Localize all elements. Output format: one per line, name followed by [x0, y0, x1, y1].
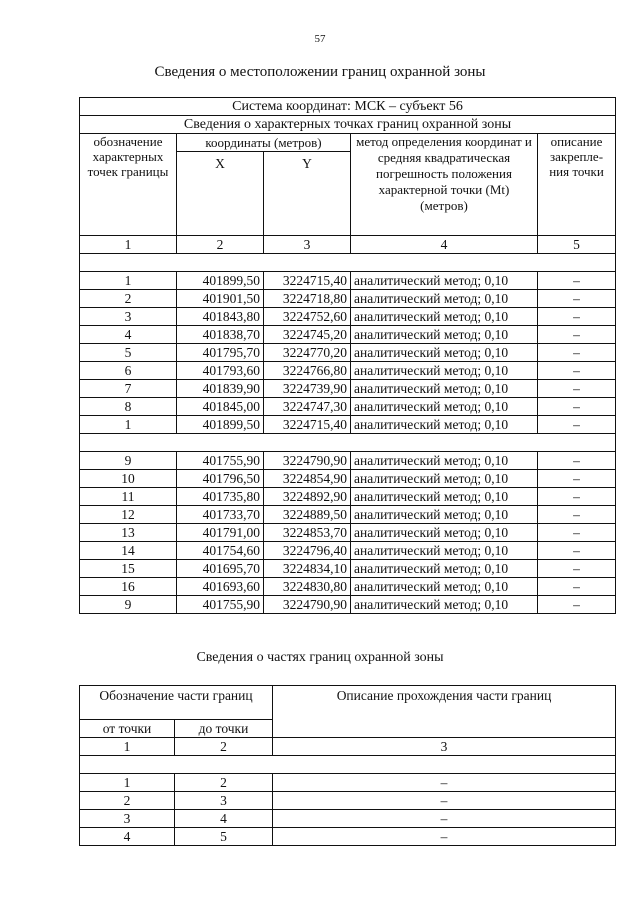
method-cell: аналитический метод; 0,10	[351, 290, 538, 308]
x-coordinate-cell: 401733,70	[177, 506, 264, 524]
table-row	[80, 524, 616, 542]
description-cell: –	[538, 380, 616, 398]
y-coordinate-cell: 3224834,10	[264, 560, 351, 578]
x-coordinate-cell: 401791,00	[177, 524, 264, 542]
y-coordinate-cell: 3224770,20	[264, 344, 351, 362]
table-row	[80, 792, 616, 810]
x-coordinate-cell: 401793,60	[177, 362, 264, 380]
method-cell: аналитический метод; 0,10	[351, 308, 538, 326]
table-subtitle-row	[80, 116, 616, 134]
table-row	[80, 380, 616, 398]
method-cell: аналитический метод; 0,10	[351, 542, 538, 560]
description-cell: –	[538, 524, 616, 542]
x-coordinate-cell: 401899,50	[177, 272, 264, 290]
table-row	[80, 290, 616, 308]
x-coordinate-cell: 401755,90	[177, 596, 264, 614]
table-row	[80, 596, 616, 614]
coordinate-system-row	[80, 98, 616, 116]
header-method: метод определения координат и средняя квадратическая погрешность положения характерной точки (Mt) (метров)	[351, 134, 538, 236]
point-number-cell: 1	[80, 416, 177, 434]
table-row	[80, 774, 616, 792]
table-row	[80, 362, 616, 380]
method-cell: аналитический метод; 0,10	[351, 344, 538, 362]
parts-header-from: от точки	[80, 720, 175, 738]
description-cell: –	[538, 578, 616, 596]
x-coordinate-cell: 401899,50	[177, 416, 264, 434]
method-cell: аналитический метод; 0,10	[351, 488, 538, 506]
part-description-cell: –	[273, 792, 616, 810]
point-number-cell: 15	[80, 560, 177, 578]
point-number-cell: 3	[80, 308, 177, 326]
table-row	[80, 810, 616, 828]
method-cell: аналитический метод; 0,10	[351, 326, 538, 344]
x-coordinate-cell: 401755,90	[177, 452, 264, 470]
description-cell: –	[538, 326, 616, 344]
boundary-parts-table	[79, 685, 616, 846]
from-point-cell: 1	[80, 774, 175, 792]
y-coordinate-cell: 3224715,40	[264, 272, 351, 290]
header-row-1	[80, 134, 616, 152]
table-row	[80, 828, 616, 846]
point-number-cell: 4	[80, 326, 177, 344]
column-number: 2	[177, 236, 264, 254]
column-number: 5	[538, 236, 616, 254]
x-coordinate-cell: 401845,00	[177, 398, 264, 416]
point-number-cell: 9	[80, 452, 177, 470]
description-cell: –	[538, 272, 616, 290]
coordinates-table	[79, 97, 616, 614]
method-cell: аналитический метод; 0,10	[351, 524, 538, 542]
table-row	[80, 398, 616, 416]
point-number-cell: 2	[80, 290, 177, 308]
description-cell: –	[538, 344, 616, 362]
x-coordinate-cell: 401901,50	[177, 290, 264, 308]
y-coordinate-cell: 3224747,30	[264, 398, 351, 416]
method-cell: аналитический метод; 0,10	[351, 398, 538, 416]
page-number: 57	[314, 33, 326, 45]
y-coordinate-cell: 3224830,80	[264, 578, 351, 596]
part-description-cell: –	[273, 774, 616, 792]
x-coordinate-cell: 401843,80	[177, 308, 264, 326]
point-number-cell: 12	[80, 506, 177, 524]
method-cell: аналитический метод; 0,10	[351, 380, 538, 398]
table-row	[80, 344, 616, 362]
description-cell: –	[538, 488, 616, 506]
header-y: Y	[264, 152, 351, 236]
method-cell: аналитический метод; 0,10	[351, 452, 538, 470]
description-cell: –	[538, 362, 616, 380]
header-coordinates: координаты (метров)	[177, 134, 351, 152]
description-cell: –	[538, 542, 616, 560]
point-number-cell: 11	[80, 488, 177, 506]
point-number-cell: 7	[80, 380, 177, 398]
part-description-cell: –	[273, 810, 616, 828]
table-row	[80, 452, 616, 470]
spacer-row	[80, 254, 616, 272]
y-coordinate-cell: 3224745,20	[264, 326, 351, 344]
table-row	[80, 560, 616, 578]
to-point-cell: 5	[175, 828, 273, 846]
y-coordinate-cell: 3224796,40	[264, 542, 351, 560]
header-designation: обозначение характерных точек границы	[80, 134, 177, 236]
point-number-cell: 14	[80, 542, 177, 560]
table-subtitle-cell: Сведения о характерных точках границ охранной зоны	[80, 116, 616, 134]
method-cell: аналитический метод; 0,10	[351, 578, 538, 596]
parts-column-numbers-row	[80, 738, 616, 756]
method-cell: аналитический метод; 0,10	[351, 416, 538, 434]
method-cell: аналитический метод; 0,10	[351, 362, 538, 380]
table-row	[80, 542, 616, 560]
description-cell: –	[538, 596, 616, 614]
column-number: 2	[175, 738, 273, 756]
x-coordinate-cell: 401695,70	[177, 560, 264, 578]
part-description-cell: –	[273, 828, 616, 846]
y-coordinate-cell: 3224790,90	[264, 596, 351, 614]
method-cell: аналитический метод; 0,10	[351, 506, 538, 524]
description-cell: –	[538, 470, 616, 488]
description-cell: –	[538, 560, 616, 578]
spacer-row	[80, 434, 616, 452]
point-number-cell: 10	[80, 470, 177, 488]
spacer-cell	[80, 254, 616, 272]
point-number-cell: 16	[80, 578, 177, 596]
header-x: X	[177, 152, 264, 236]
x-coordinate-cell: 401795,70	[177, 344, 264, 362]
x-coordinate-cell: 401754,60	[177, 542, 264, 560]
method-cell: аналитический метод; 0,10	[351, 560, 538, 578]
x-coordinate-cell: 401693,60	[177, 578, 264, 596]
y-coordinate-cell: 3224715,40	[264, 416, 351, 434]
parts-header-designation: Обозначение части границ	[80, 686, 273, 720]
point-number-cell: 8	[80, 398, 177, 416]
x-coordinate-cell: 401735,80	[177, 488, 264, 506]
column-number: 3	[273, 738, 616, 756]
point-number-cell: 9	[80, 596, 177, 614]
description-cell: –	[538, 416, 616, 434]
table-row	[80, 416, 616, 434]
to-point-cell: 4	[175, 810, 273, 828]
y-coordinate-cell: 3224739,90	[264, 380, 351, 398]
y-coordinate-cell: 3224854,90	[264, 470, 351, 488]
point-number-cell: 13	[80, 524, 177, 542]
header-description: описание закрепле-ния точки	[538, 134, 616, 236]
y-coordinate-cell: 3224892,90	[264, 488, 351, 506]
y-coordinate-cell: 3224766,80	[264, 362, 351, 380]
description-cell: –	[538, 398, 616, 416]
point-number-cell: 6	[80, 362, 177, 380]
x-coordinate-cell: 401839,90	[177, 380, 264, 398]
spacer-cell	[80, 434, 616, 452]
document-title: Сведения о местоположении границ охранной зоны	[154, 64, 486, 80]
table-row	[80, 506, 616, 524]
y-coordinate-cell: 3224718,80	[264, 290, 351, 308]
y-coordinate-cell: 3224790,90	[264, 452, 351, 470]
table-row	[80, 488, 616, 506]
coordinate-system-cell: Система координат: МСК – субъект 56	[80, 98, 616, 116]
point-number-cell: 5	[80, 344, 177, 362]
method-cell: аналитический метод; 0,10	[351, 470, 538, 488]
x-coordinate-cell: 401796,50	[177, 470, 264, 488]
table-row	[80, 326, 616, 344]
to-point-cell: 3	[175, 792, 273, 810]
to-point-cell: 2	[175, 774, 273, 792]
spacer-row	[80, 756, 616, 774]
parts-section-title: Сведения о частях границ охранной зоны	[196, 650, 444, 665]
table-row	[80, 578, 616, 596]
table-row	[80, 272, 616, 290]
y-coordinate-cell: 3224889,50	[264, 506, 351, 524]
parts-header-row-1	[80, 686, 616, 720]
table-row	[80, 470, 616, 488]
method-cell: аналитический метод; 0,10	[351, 272, 538, 290]
description-cell: –	[538, 452, 616, 470]
description-cell: –	[538, 506, 616, 524]
column-number: 3	[264, 236, 351, 254]
column-number: 4	[351, 236, 538, 254]
from-point-cell: 4	[80, 828, 175, 846]
description-cell: –	[538, 308, 616, 326]
point-number-cell: 1	[80, 272, 177, 290]
parts-header-to: до точки	[175, 720, 273, 738]
column-numbers-row	[80, 236, 616, 254]
column-number: 1	[80, 738, 175, 756]
y-coordinate-cell: 3224752,60	[264, 308, 351, 326]
y-coordinate-cell: 3224853,70	[264, 524, 351, 542]
from-point-cell: 3	[80, 810, 175, 828]
parts-header-description: Описание прохождения части границ	[273, 686, 616, 738]
x-coordinate-cell: 401838,70	[177, 326, 264, 344]
spacer-cell	[80, 756, 616, 774]
from-point-cell: 2	[80, 792, 175, 810]
method-cell: аналитический метод; 0,10	[351, 596, 538, 614]
column-number: 1	[80, 236, 177, 254]
table-row	[80, 308, 616, 326]
description-cell: –	[538, 290, 616, 308]
